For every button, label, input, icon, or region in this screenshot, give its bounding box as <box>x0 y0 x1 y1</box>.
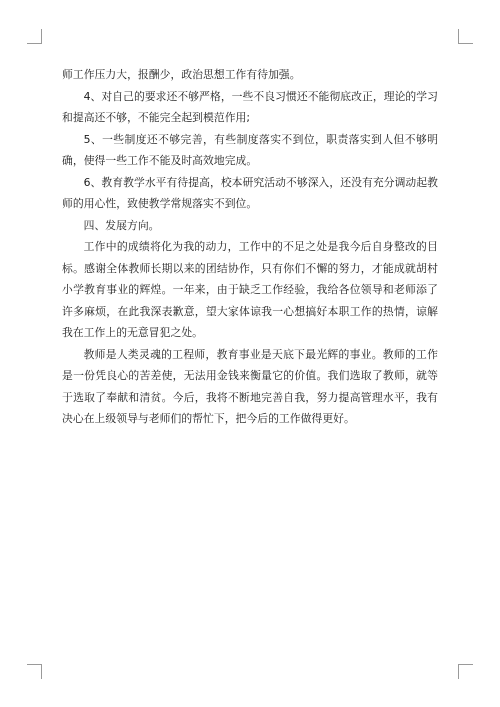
crop-mark-bottom-right <box>458 664 473 679</box>
paragraph-item-6: 6、教育教学水平有待提高，校本研究活动不够深入，还没有充分调动起教师的用心性，致使教学常规落实不到位。 <box>62 175 438 210</box>
paragraph-item-4: 4、对自己的要求还不够严格，一些不良习惯还不能彻底改正，理论的学习和提高还不够，不能完全起到模范作用; <box>62 89 438 124</box>
section-heading: 四、发展方向。 <box>83 218 160 232</box>
paragraph-continuation: 师工作压力大，报酬少，政治思想工作有待加强。 <box>62 68 301 81</box>
paragraph-conclusion: 教师是人类灵魂的工程师，教育事业是天底下最光辉的事业。教师的工作是一份凭良心的苦差使，无法用金钱来衡量它的价值。我们选取了教师，就等于选取了奉献和清贫。今后，我将不断地完善自我，努力提高管理水平，我有决心在上级领导与老师们的帮忙下，把今后的工作做得更好。 <box>62 347 438 425</box>
crop-mark-top-right <box>458 29 473 44</box>
document-body <box>62 64 438 430</box>
crop-mark-top-left <box>27 29 42 44</box>
paragraph-gratitude: 工作中的成绩将化为我的动力，工作中的不足之处是我今后自身整改的目标。感谢全体教师长期以来的团结协作，只有你们不懈的努力，才能成就胡村小学教育事业的辉煌。一年来，由于缺乏工作经验，我给各位领导和老师添了许多麻烦，在此我深表歉意，望大家体谅我一心想搞好本职工作的热情，谅解我在工作上的无意冒犯之处。 <box>62 240 438 339</box>
crop-mark-bottom-left <box>27 664 42 679</box>
paragraph-item-5: 5、一些制度还不够完善，有些制度落实不到位，职责落实到人但不够明确，使得一些工作不能及时高效地完成。 <box>62 132 438 167</box>
